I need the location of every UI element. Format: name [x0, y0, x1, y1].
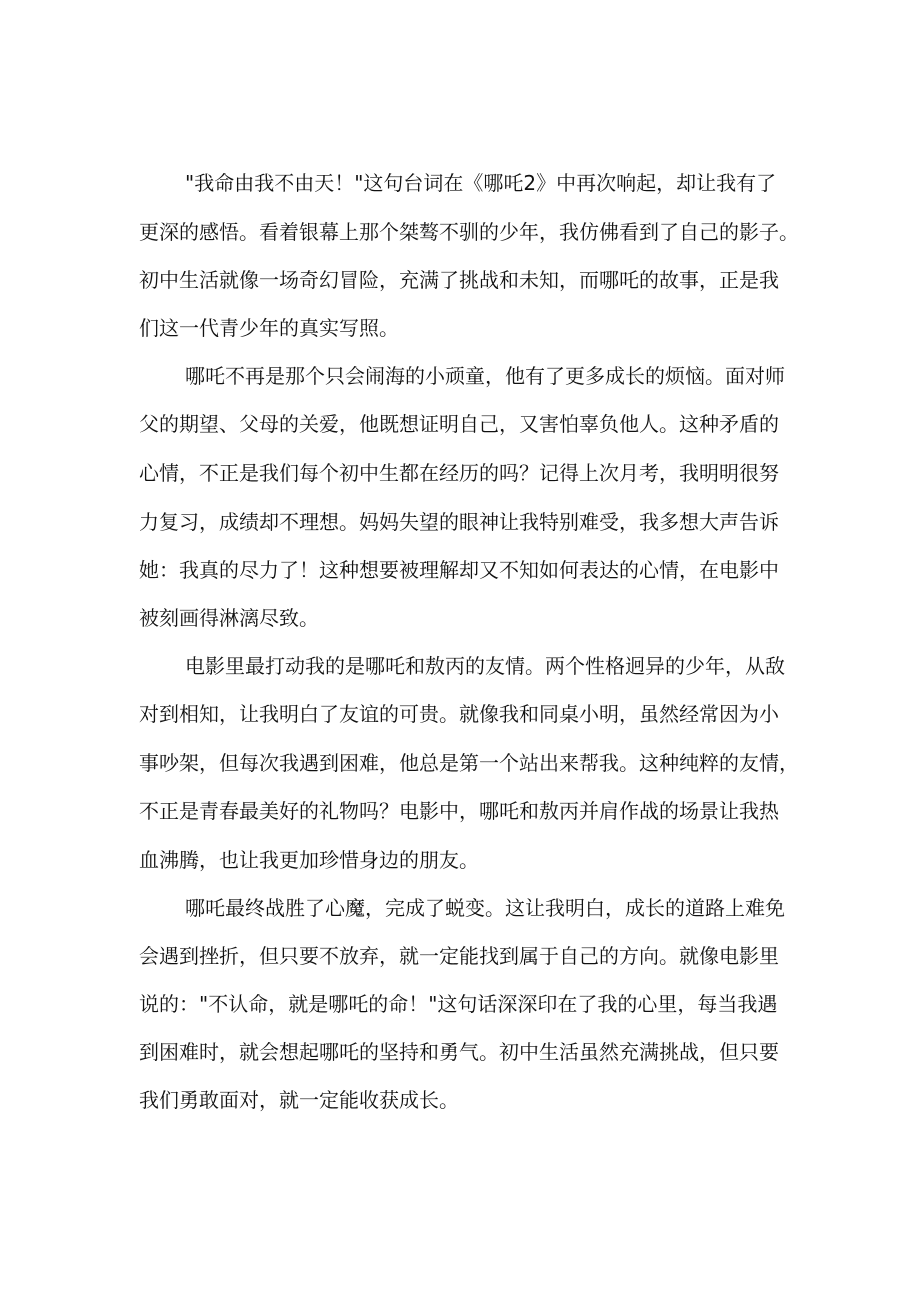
paragraph-line: 到困难时，就会想起哪吒的坚持和勇气。初中生活虽然充满挑战，但只要: [139, 1040, 779, 1064]
paragraph-line: 血沸腾，也让我更加珍惜身边的朋友。: [139, 848, 479, 872]
paragraph-line: 更深的感悟。看着银幕上那个桀骜不驯的少年，我仿佛看到了自己的影子。: [139, 220, 799, 244]
paragraph-line: 电影里最打动我的是哪吒和敖丙的友情。两个性格迥异的少年，从敌: [185, 654, 785, 678]
paragraph-line: "我命由我不由天！"这句台词在《哪吒2》中再次响起，却让我有了: [185, 171, 777, 195]
paragraph-line: 我们勇敢面对，就一定能收获成长。: [139, 1088, 459, 1112]
paragraph-line: 对到相知，让我明白了友谊的可贵。就像我和同桌小明，虽然经常因为小: [139, 702, 779, 726]
paragraph-line: 们这一代青少年的真实写照。: [139, 316, 399, 340]
paragraph-line: 被刻画得淋漓尽致。: [139, 606, 319, 630]
paragraph-line: 说的："不认命，就是哪吒的命！"这句话深深印在了我的心里，每当我遇: [139, 992, 778, 1016]
paragraph-line: 她：我真的尽力了！这种想要被理解却又不知如何表达的心情，在电影中: [139, 558, 779, 582]
paragraph-line: 心情，不正是我们每个初中生都在经历的吗？记得上次月考，我明明很努: [139, 461, 779, 485]
paragraph-line: 哪吒不再是那个只会闹海的小顽童，他有了更多成长的烦恼。面对师: [185, 364, 785, 388]
paragraph-line: 不正是青春最美好的礼物吗？电影中，哪吒和敖丙并肩作战的场景让我热: [139, 799, 779, 823]
paragraph-line: 哪吒最终战胜了心魔，完成了蜕变。这让我明白，成长的道路上难免: [185, 896, 785, 920]
paragraph-line: 初中生活就像一场奇幻冒险，充满了挑战和未知，而哪吒的故事，正是我: [139, 268, 779, 292]
paragraph-line: 会遇到挫折，但只要不放弃，就一定能找到属于自己的方向。就像电影里: [139, 944, 779, 968]
paragraph-line: 事吵架，但每次我遇到困难，他总是第一个站出来帮我。这种纯粹的友情，: [139, 751, 799, 775]
paragraph-line: 力复习，成绩却不理想。妈妈失望的眼神让我特别难受，我多想大声告诉: [139, 510, 779, 534]
paragraph-line: 父的期望、父母的关爱，他既想证明自己，又害怕辜负他人。这种矛盾的: [139, 412, 779, 436]
